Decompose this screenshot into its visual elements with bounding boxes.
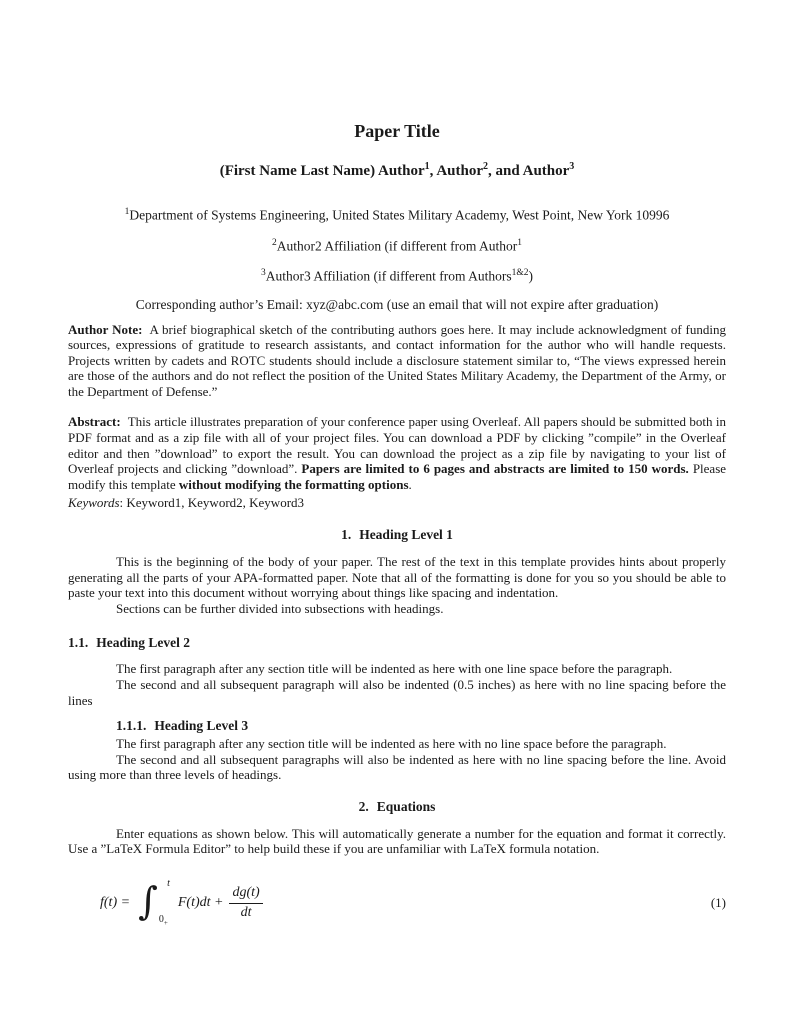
affiliation-3-tail: ) bbox=[528, 268, 533, 284]
affiliation-1 bbox=[68, 204, 726, 224]
integral-lower-subscript: + bbox=[163, 919, 168, 928]
abstract-text-2: Please modify this template bbox=[68, 461, 727, 492]
affiliation-1-sup: 1 bbox=[124, 207, 130, 217]
abstract-label: Abstract: bbox=[68, 414, 121, 430]
section-1-1-1-title: Heading Level 3 bbox=[154, 718, 249, 734]
section-1-title: Heading Level 1 bbox=[359, 526, 453, 542]
integral-lower-value: 0 bbox=[158, 914, 164, 926]
section-1-1-1-paragraph-2: The second and all subsequent paragraphs will also be indented as here with no line spacing before the line. Avoid using more than three levels of headings. bbox=[68, 751, 726, 783]
section-1-1-number: 1.1. bbox=[68, 635, 89, 651]
equation-1-expression bbox=[100, 879, 269, 927]
affiliation-2-sup: 2 bbox=[271, 237, 277, 248]
affiliation-1-text: Department of Systems Engineering, United States Military Academy, West Point, New York 10996 bbox=[129, 207, 670, 223]
equation-1 bbox=[68, 879, 726, 927]
integral-icon: ∫ bbox=[138, 879, 158, 924]
equation-number: (1) bbox=[710, 895, 726, 911]
fraction-numerator: dg(t) bbox=[229, 885, 262, 904]
byline-sup-2: 2 bbox=[483, 161, 489, 172]
affiliation-3 bbox=[68, 265, 726, 285]
abstract-bold-1: Papers are limited to 6 pages and abstracts are limited to 150 words. bbox=[301, 461, 689, 477]
section-2-paragraph-1: Enter equations as shown below. This will automatically generate a number for the equation and format it correctly. Use a ”LaTeX Formula Editor” to help build these if you are unfamiliar with LaTeX formula notation. bbox=[68, 825, 726, 857]
section-1-1-paragraph-2: The second and all subsequent paragraph will also be indented (0.5 inches) as here with no line spacing before the lines bbox=[68, 676, 726, 708]
author-byline bbox=[68, 157, 726, 181]
section-1-number: 1. bbox=[341, 526, 352, 542]
section-1-1-title: Heading Level 2 bbox=[96, 635, 190, 651]
affiliation-2-sup-end: 1 bbox=[517, 237, 523, 248]
equation-integrand: F(t)dt + bbox=[177, 895, 224, 911]
abstract-paragraph bbox=[68, 414, 726, 492]
paper-title: Paper Title bbox=[354, 121, 440, 141]
author-note-label: Author Note: bbox=[68, 321, 143, 337]
integral-upper-limit: t bbox=[167, 878, 170, 890]
affiliation-2 bbox=[68, 235, 726, 255]
affiliation-3-sup: 3 bbox=[261, 268, 266, 278]
fraction-denominator: dt bbox=[240, 905, 252, 921]
section-1-heading bbox=[68, 527, 726, 543]
abstract-text-3: . bbox=[408, 476, 412, 492]
affiliation-3-sup-end: 1&2 bbox=[511, 268, 529, 278]
section-1-1-paragraph-1: The first paragraph after any section title will be indented as here with one line space before the paragraph. bbox=[116, 661, 673, 677]
byline-sup-1: 1 bbox=[424, 161, 430, 172]
integral-lower-limit bbox=[159, 914, 168, 927]
affiliation-2-text: Author2 Affiliation (if different from Author bbox=[276, 238, 518, 253]
byline-sup-3: 3 bbox=[569, 161, 575, 172]
section-2-title: Equations bbox=[376, 798, 436, 814]
section-1-paragraph-1: This is the beginning of the body of your paper. The rest of the text in this template provides hints about properly generating all the parts of your APA-formatted paper. Note that all of the formatting is done for you so you should be able to paste your text into this document without worrying about things like spacing and indentation. bbox=[68, 553, 726, 601]
byline-text-3: , and Author bbox=[488, 163, 570, 179]
integral-symbol bbox=[136, 879, 172, 927]
section-1-1-1-heading bbox=[116, 718, 726, 734]
section-1-1-1-number: 1.1.1. bbox=[116, 718, 147, 734]
section-1-paragraph-2: Sections can be further divided into subsections with headings. bbox=[116, 600, 444, 616]
byline-text-2: , Author bbox=[429, 163, 484, 179]
section-2-number: 2. bbox=[358, 798, 369, 814]
author-note-body: A brief biographical sketch of the contributing authors goes here. It may include acknowledgment of funding sources, expressions of gratitude to research assistants, and contact information for the author who will handle requests. Projects written by cadets and ROTC students should include a disclosure statement similar to, “The views expressed herein are those of the authors and do not reflect the position of the United States Military Academy, the Department of the Army, or the Department of Defense.” bbox=[68, 321, 726, 399]
keywords-label: Keywords bbox=[68, 495, 120, 511]
equation-lhs: f(t) = bbox=[100, 895, 131, 911]
abstract-bold-2: without modifying the formatting options bbox=[178, 476, 409, 492]
equation-fraction bbox=[229, 885, 262, 921]
section-1-1-1-paragraph-1: The first paragraph after any section title will be indented as here with no line space before the paragraph. bbox=[116, 736, 667, 752]
keywords-list: : Keyword1, Keyword2, Keyword3 bbox=[119, 495, 305, 511]
abstract-text-1: This article illustrates preparation of your conference paper using Overleaf. All papers should be submitted both in PDF format and as a zip file with all of your project files. You can download a PDF by clicking ”compile” in the Overleaf editor and then ”download” to export the result. You can download the project as a zip file by navigating to your list of Overleaf projects and clicking ”download”. bbox=[68, 414, 726, 477]
author-note-paragraph bbox=[68, 322, 726, 400]
byline-text-1: (First Name Last Name) Author bbox=[219, 163, 425, 179]
corresponding-email-line: Corresponding author’s Email: xyz@abc.com (use an email that will not expire after graduation) bbox=[135, 296, 659, 312]
keywords-line bbox=[68, 495, 726, 511]
section-2-heading bbox=[68, 799, 726, 815]
section-1-1-heading bbox=[68, 635, 726, 651]
affiliation-3-text: Author3 Affiliation (if different from Authors bbox=[265, 268, 512, 284]
